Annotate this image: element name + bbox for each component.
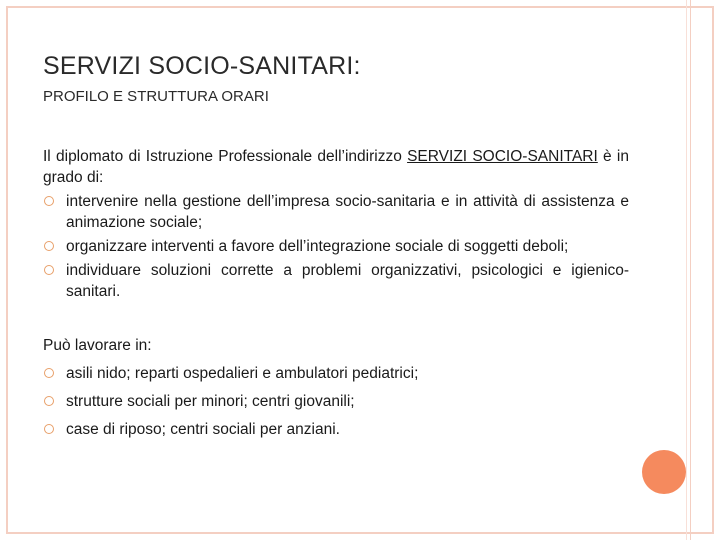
slide-title: SERVIZI SOCIO-SANITARI: [43, 52, 361, 80]
accent-circle [642, 450, 686, 494]
work-heading: Può lavorare in: [43, 337, 152, 354]
list-item-text: strutture sociali per minori; centri giovanili; [66, 393, 355, 410]
intro-text-after: è in grado di: [43, 148, 629, 186]
intro-text-before: Il diplomato di Istruzione Professionale dell’indirizzo [43, 148, 408, 165]
list-item-text: organizzare interventi a favore dell’integrazione sociale di soggetti deboli; [66, 238, 569, 255]
bullet-icon [44, 196, 54, 206]
intro-underlined-text: SERVIZI SOCIO-SANITARI [407, 148, 598, 165]
frame-decoration-line [686, 0, 687, 540]
bullet-icon [44, 265, 54, 275]
list-item [43, 260, 629, 302]
list-item [43, 391, 629, 412]
list-item [43, 236, 629, 257]
list-item [43, 363, 629, 384]
list-item-text: asili nido; reparti ospedalieri e ambulatori pediatrici; [66, 365, 419, 382]
workplaces-list [43, 363, 629, 440]
bullet-icon [44, 396, 54, 406]
bullet-icon [44, 368, 54, 378]
list-item-text: intervenire nella gestione dell’impresa socio-sanitaria e in attività di assistenza e animazione sociale; [66, 193, 629, 231]
slide-subtitle: PROFILO E STRUTTURA ORARI [43, 88, 269, 105]
bullet-icon [44, 241, 54, 251]
intro-paragraph [43, 146, 629, 188]
frame-decoration-line [690, 0, 691, 540]
bullet-icon [44, 424, 54, 434]
list-item [43, 191, 629, 233]
list-item [43, 419, 629, 440]
slide-content [43, 146, 629, 440]
list-item-text: case di riposo; centri sociali per anziani. [66, 421, 340, 438]
abilities-list [43, 191, 629, 302]
list-item-text: individuare soluzioni corrette a problemi organizzativi, psicologici e igienico-sanitari. [66, 262, 629, 300]
